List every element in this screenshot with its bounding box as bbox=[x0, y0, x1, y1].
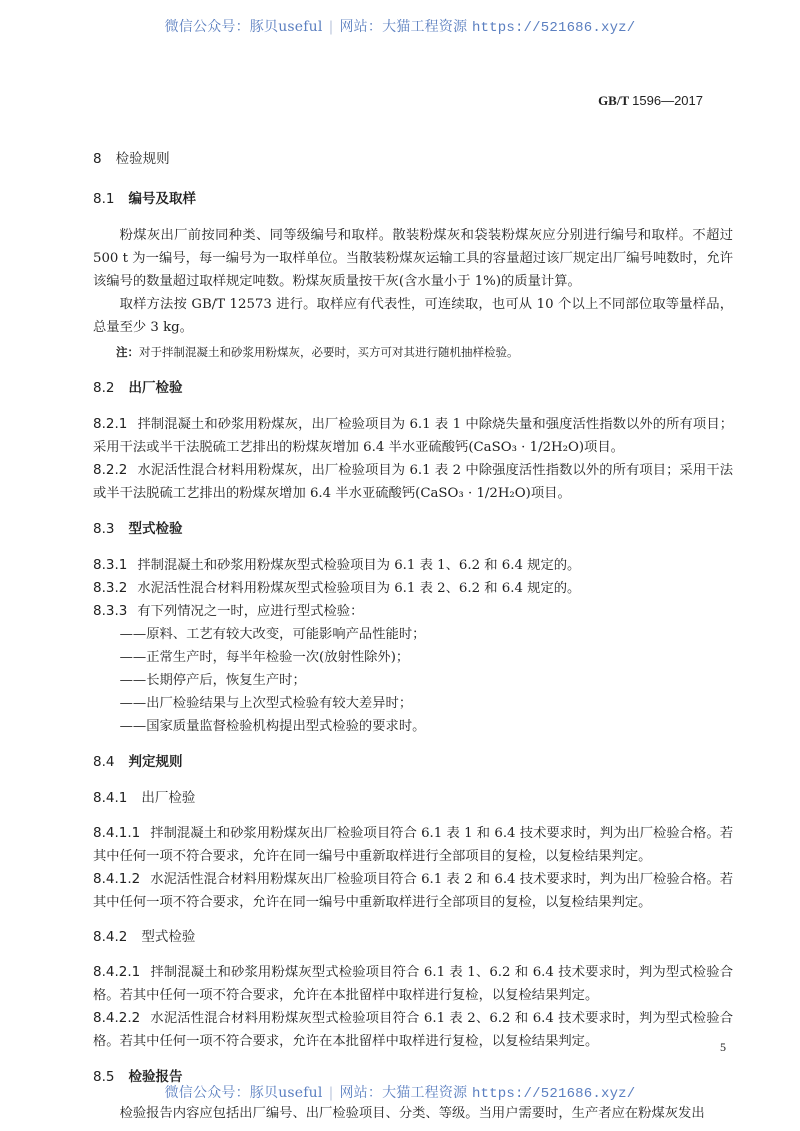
watermark-wechat: 微信公众号：豚贝useful bbox=[164, 19, 323, 35]
clause-text: 有下列情况之一时，应进行型式检验： bbox=[137, 604, 364, 619]
clause-number: 8.4.2.2 bbox=[93, 1010, 141, 1026]
list-item: ——原料、工艺有较大改变，可能影响产品性能时； bbox=[119, 627, 426, 642]
watermark-separator: | bbox=[328, 19, 334, 35]
subsection-heading-8-4-1 bbox=[93, 787, 733, 810]
clause-number: 8.3.3 bbox=[93, 603, 128, 619]
section-title: 判定规则 bbox=[128, 754, 183, 770]
clause-number: 8.4.1.2 bbox=[93, 871, 141, 887]
clause-text: 水泥活性混合材料用粉煤灰，出厂检验项目为 6.1 表 2 中除强度活性指数以外的所有项目；采用干法或半干法脱硫工艺排出的粉煤灰增加 6.4 半水亚硫酸钙(CaSO₃ · 1/2H₂O)项目。 bbox=[93, 463, 733, 501]
clause-8-3-2 bbox=[93, 577, 733, 600]
list-item: ——正常生产时，每半年检验一次(放射性除外)； bbox=[119, 650, 410, 665]
clause-8-2-2 bbox=[93, 459, 733, 505]
subsection-heading-8-4-2 bbox=[93, 926, 733, 949]
section-title: 出厂检验 bbox=[128, 380, 183, 396]
list-item: ——长期停产后，恢复生产时； bbox=[119, 673, 306, 688]
section-heading-8-3 bbox=[93, 518, 733, 541]
subsection-title: 型式检验 bbox=[141, 929, 196, 945]
subsection-title: 出厂检验 bbox=[141, 790, 196, 806]
section-number: 8.1 bbox=[93, 191, 115, 207]
clause-8-4-2-1 bbox=[93, 961, 733, 1007]
section-heading-8-4 bbox=[93, 751, 733, 774]
section-heading-8-1 bbox=[93, 188, 733, 211]
clause-text: 水泥活性混合材料用粉煤灰型式检验项目为 6.1 表 2、6.2 和 6.4 规定的。 bbox=[137, 581, 581, 596]
clause-text: 拌制混凝土和砂浆用粉煤灰出厂检验项目符合 6.1 表 1 和 6.4 技术要求时，判为出厂检验合格。若其中任何一项不符合要求，允许在同一编号中重新取样进行全部项目的复检，以复检结果判定。 bbox=[93, 826, 733, 864]
clause-text: 水泥活性混合材料用粉煤灰出厂检验项目符合 6.1 表 2 和 6.4 技术要求时，判为出厂检验合格。若其中任何一项不符合要求，允许在同一编号中重新取样进行全部项目的复检，以复检结果判定。 bbox=[93, 872, 733, 910]
list-item: ——国家质量监督检验机构提出型式检验的要求时。 bbox=[119, 719, 426, 734]
section-title: 检验报告 bbox=[128, 1069, 183, 1085]
clause-text: 水泥活性混合材料用粉煤灰型式检验项目符合 6.1 表 2、6.2 和 6.4 技术要求时，判为型式检验合格。若其中任何一项不符合要求，允许在本批留样中取样进行复检，以复检结果判定。 bbox=[93, 1011, 733, 1049]
section-title: 编号及取样 bbox=[128, 191, 196, 207]
watermark-site: 网站：大猫工程资源 bbox=[339, 19, 468, 35]
watermark-separator: | bbox=[328, 1085, 334, 1101]
subsection-number: 8.4.1 bbox=[93, 790, 128, 806]
section-number: 8.3 bbox=[93, 521, 115, 537]
standard-prefix: GB/T bbox=[598, 93, 629, 108]
watermark-url[interactable]: https://521686.xyz/ bbox=[471, 1086, 636, 1102]
section-heading-8-2 bbox=[93, 377, 733, 400]
clause-text: 拌制混凝土和砂浆用粉煤灰，出厂检验项目为 6.1 表 1 中除烧失量和强度活性指数以外的所有项目；采用干法或半干法脱硫工艺排出的粉煤灰增加 6.4 半水亚硫酸钙(CaSO₃ · 1/2H₂O)项目。 bbox=[93, 417, 733, 455]
clause-number: 8.3.1 bbox=[93, 557, 128, 573]
clause-text: 拌制混凝土和砂浆用粉煤灰型式检验项目为 6.1 表 1、6.2 和 6.4 规定的。 bbox=[137, 558, 581, 573]
section-number: 8.2 bbox=[93, 380, 115, 396]
watermark-site: 网站：大猫工程资源 bbox=[339, 1085, 468, 1101]
section-number: 8 bbox=[93, 151, 102, 167]
subsection-number: 8.4.2 bbox=[93, 929, 128, 945]
section-title: 型式检验 bbox=[128, 521, 183, 537]
note-text: 对于拌制混凝土和砂浆用粉煤灰，必要时，买方可对其进行随机抽样检验。 bbox=[139, 345, 519, 359]
section-number: 8.5 bbox=[93, 1069, 115, 1085]
clause-number: 8.4.1.1 bbox=[93, 825, 141, 841]
clause-number: 8.2.2 bbox=[93, 462, 128, 478]
clause-number: 8.3.2 bbox=[93, 580, 128, 596]
clause-8-3-1 bbox=[93, 554, 733, 577]
note bbox=[93, 341, 733, 364]
watermark-url[interactable]: https://521686.xyz/ bbox=[471, 20, 636, 36]
page-number: 5 bbox=[720, 1040, 726, 1054]
clause-8-3-3 bbox=[93, 600, 733, 623]
clause-8-4-1-1 bbox=[93, 822, 733, 868]
clause-number: 8.4.2.1 bbox=[93, 964, 141, 980]
section-number: 8.4 bbox=[93, 754, 115, 770]
section-title: 检验规则 bbox=[115, 151, 170, 167]
note-label: 注： bbox=[116, 345, 139, 359]
standard-number: 1596—2017 bbox=[632, 93, 703, 108]
standard-code bbox=[598, 93, 703, 109]
document-body bbox=[93, 148, 733, 1125]
watermark-wechat: 微信公众号：豚贝useful bbox=[164, 1085, 323, 1101]
section-heading-8 bbox=[93, 148, 733, 171]
watermark-bottom bbox=[0, 1082, 800, 1102]
paragraph-report: 检验报告内容应包括出厂编号、出厂检验项目、分类、等级。当用户需要时，生产者应在粉煤灰发出 bbox=[119, 1106, 705, 1121]
clause-text: 拌制混凝土和砂浆用粉煤灰型式检验项目符合 6.1 表 1、6.2 和 6.4 技术要求时，判为型式检验合格。若其中任何一项不符合要求，允许在本批留样中取样进行复检，以复检结果判定。 bbox=[93, 965, 733, 1003]
clause-8-2-1 bbox=[93, 413, 733, 459]
list-item: ——出厂检验结果与上次型式检验有较大差异时； bbox=[119, 696, 413, 711]
clause-8-4-1-2 bbox=[93, 868, 733, 914]
paragraph-numbering: 粉煤灰出厂前按同种类、同等级编号和取样。散装粉煤灰和袋装粉煤灰应分别进行编号和取样。不超过 500 t 为一编号，每一编号为一取样单位。当散装粉煤灰运输工具的容量超过该厂规定出厂编号吨数时，允许该编号的数量超过取样规定吨数。粉煤灰质量按干灰(含水量小于 1%)的质量计算。 bbox=[93, 228, 733, 289]
paragraph-sampling: 取样方法按 GB/T 12573 进行。取样应有代表性，可连续取，也可从 10 个以上不同部位取等量样品，总量至少 3 kg。 bbox=[93, 297, 733, 335]
watermark-top bbox=[0, 16, 800, 36]
clause-number: 8.2.1 bbox=[93, 416, 128, 432]
clause-8-4-2-2 bbox=[93, 1007, 733, 1053]
